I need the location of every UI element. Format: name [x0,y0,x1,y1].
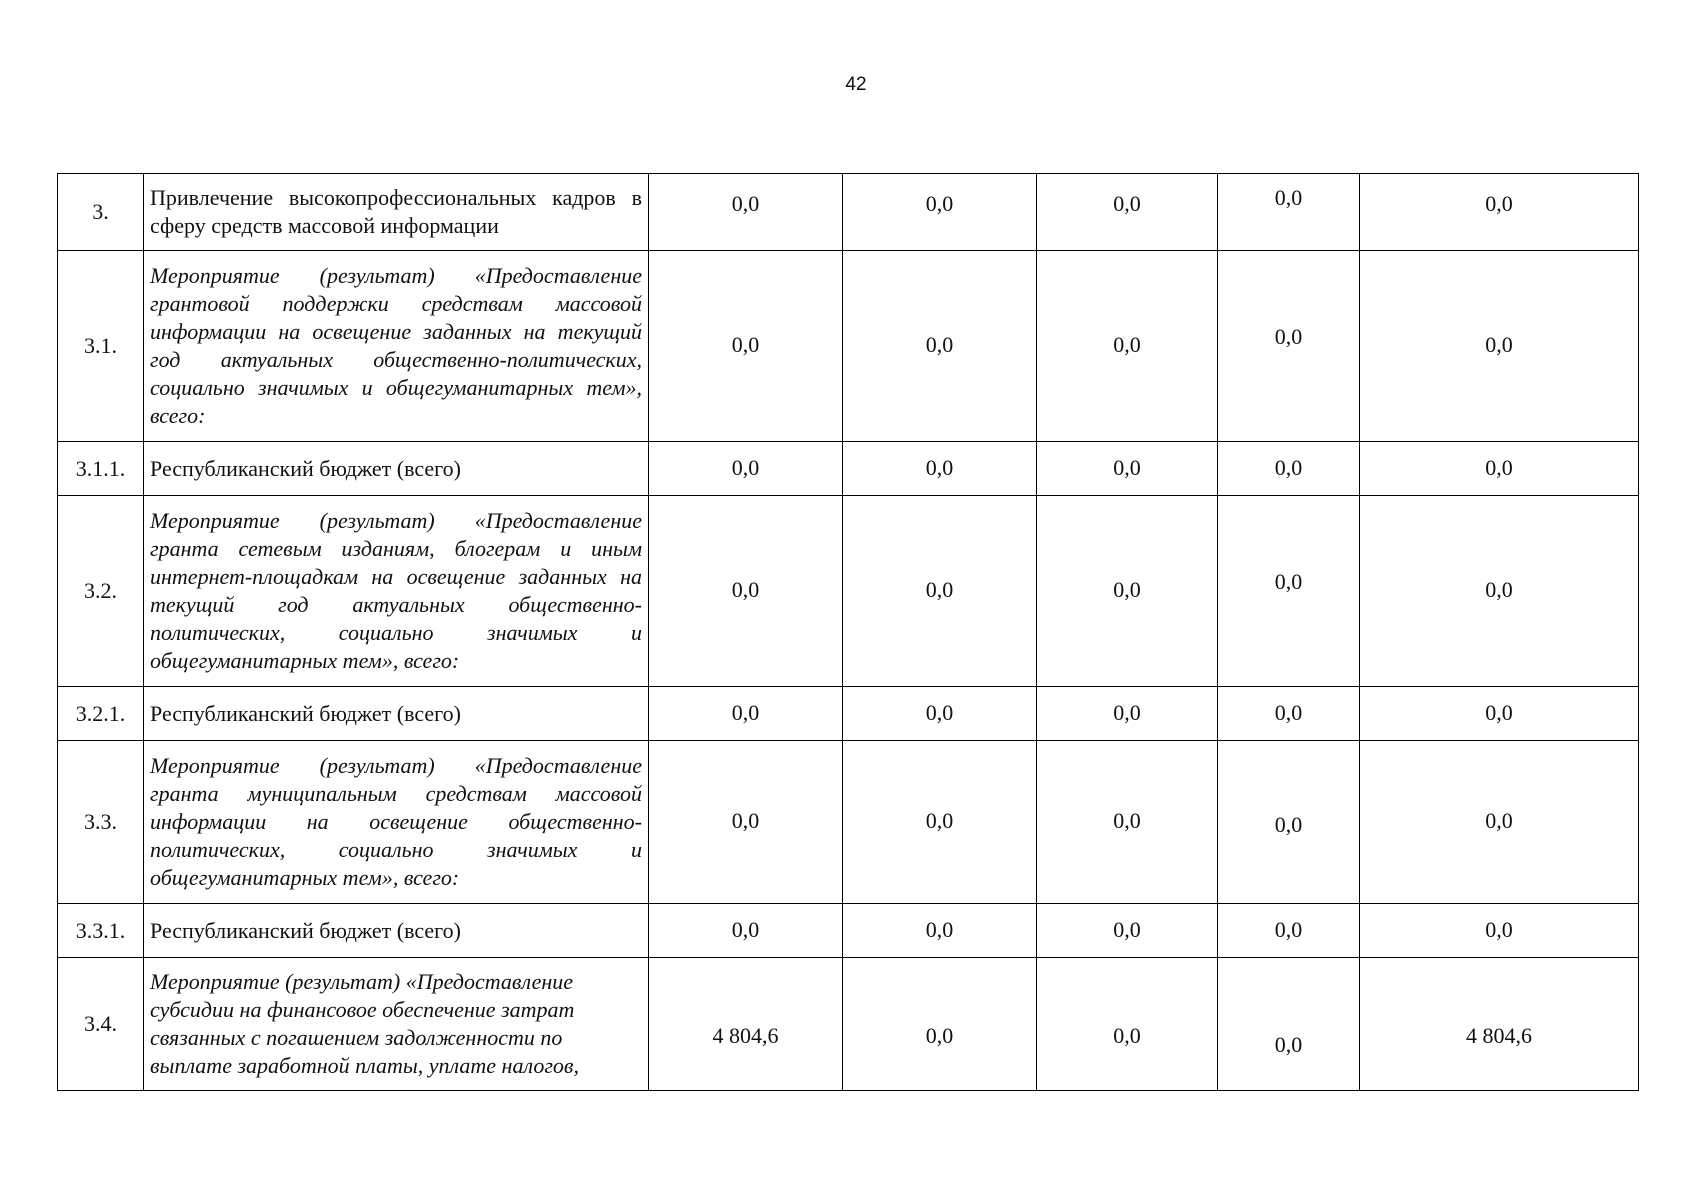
value-text: 0,0 [731,191,760,216]
value-text: 0,0 [1274,455,1303,480]
value-text: 0,0 [731,808,760,833]
table-row [58,958,1639,1091]
value-cell [1037,496,1218,687]
value-text: 0,0 [1274,569,1303,594]
row-number: 3.1. [58,251,144,442]
value-cell [1218,958,1360,1091]
row-description: Мероприятие (результат) «Предоставление субсидии на финансовое обеспечение затрат связанных с погашением задолженности по выплате заработной платы, уплате налогов, [144,958,649,1091]
value-text: 0,0 [1113,917,1141,942]
value-text: 0,0 [925,577,954,602]
table-row [58,442,1639,496]
value-cell [1037,174,1218,251]
row-description: Мероприятие (результат) «Предоставление грантовой поддержки средствам массовой информации на освещение заданных на текущий год актуальных общественно-политических, социально значимых и общегуманитарных тем», всего: [144,251,649,442]
value-text: 0,0 [1274,1032,1303,1057]
value-text: 0,0 [1113,332,1141,357]
value-text: 0,0 [1485,577,1513,602]
value-cell [1360,958,1639,1091]
value-cell [649,904,843,958]
value-text: 0,0 [731,700,760,725]
value-text: 0,0 [1274,700,1303,725]
value-cell [649,687,843,741]
value-cell [843,687,1037,741]
value-cell [1360,496,1639,687]
table-row [58,904,1639,958]
value-cell [1360,251,1639,442]
value-text: 0,0 [1485,917,1513,942]
row-description: Республиканский бюджет (всего) [144,687,649,741]
value-cell [843,904,1037,958]
value-text: 0,0 [1485,700,1513,725]
value-cell [1218,904,1360,958]
value-text: 0,0 [1113,700,1141,725]
value-text: 0,0 [1113,455,1141,480]
value-cell [1218,251,1360,442]
row-description: Республиканский бюджет (всего) [144,442,649,496]
value-cell [1360,741,1639,904]
value-cell [649,741,843,904]
value-text: 4 804,6 [712,1023,779,1048]
value-text: 0,0 [925,191,954,216]
value-text: 0,0 [1485,808,1513,833]
value-cell [1360,687,1639,741]
value-cell [843,251,1037,442]
value-text: 0,0 [1485,455,1513,480]
table-row [58,496,1639,687]
row-description: Мероприятие (результат) «Предоставление гранта муниципальным средствам массовой информации на освещение общественно-политических, социально значимых и общегуманитарных тем», всего: [144,741,649,904]
value-text: 0,0 [1274,917,1303,942]
row-description: Привлечение высокопрофессиональных кадров в сферу средств массовой информации [144,174,649,251]
value-text: 0,0 [731,455,760,480]
row-description: Республиканский бюджет (всего) [144,904,649,958]
value-cell [649,496,843,687]
row-number: 3.3. [58,741,144,904]
table-row [58,174,1639,251]
value-cell [1218,741,1360,904]
value-text: 0,0 [925,1023,954,1048]
value-cell [843,958,1037,1091]
value-cell [1037,904,1218,958]
budget-table [57,173,1639,1091]
value-cell [649,251,843,442]
value-cell [1037,687,1218,741]
value-cell [1360,442,1639,496]
value-cell [1037,958,1218,1091]
value-cell [843,442,1037,496]
value-text: 0,0 [1485,332,1513,357]
table-row [58,687,1639,741]
row-number: 3.4. [58,958,144,1091]
value-text: 0,0 [925,808,954,833]
table-row [58,741,1639,904]
value-text: 0,0 [925,455,954,480]
value-cell [649,174,843,251]
row-number: 3. [58,174,144,251]
value-text: 0,0 [731,917,760,942]
value-text: 0,0 [1113,1023,1141,1048]
row-number: 3.1.1. [58,442,144,496]
value-text: 0,0 [1485,191,1513,216]
value-text: 0,0 [925,700,954,725]
value-cell [649,442,843,496]
table-row [58,251,1639,442]
value-text: 0,0 [1113,191,1141,216]
value-text: 0,0 [925,332,954,357]
value-text: 0,0 [1274,185,1303,210]
value-cell [1218,687,1360,741]
value-cell [1218,174,1360,251]
row-number: 3.2. [58,496,144,687]
page-number: 42 [845,74,867,95]
row-description: Мероприятие (результат) «Предоставление гранта сетевым изданиям, блогерам и иным интернет-площадкам на освещение заданных на текущий год актуальных общественно-политических, социально значимых и общегуманитарных тем», всего: [144,496,649,687]
value-text: 0,0 [731,577,760,602]
value-cell [1360,904,1639,958]
value-text: 0,0 [1113,808,1141,833]
value-cell [649,958,843,1091]
value-cell [843,496,1037,687]
value-cell [843,174,1037,251]
row-number: 3.2.1. [58,687,144,741]
value-cell [843,741,1037,904]
value-cell [1218,496,1360,687]
value-cell [1037,442,1218,496]
value-cell [1037,741,1218,904]
value-text: 0,0 [1274,812,1303,837]
value-cell [1360,174,1639,251]
value-cell [1218,442,1360,496]
value-text: 0,0 [1113,577,1141,602]
value-text: 0,0 [1274,324,1303,349]
value-text: 4 804,6 [1466,1023,1532,1048]
row-number: 3.3.1. [58,904,144,958]
value-cell [1037,251,1218,442]
value-text: 0,0 [925,917,954,942]
value-text: 0,0 [731,332,760,357]
